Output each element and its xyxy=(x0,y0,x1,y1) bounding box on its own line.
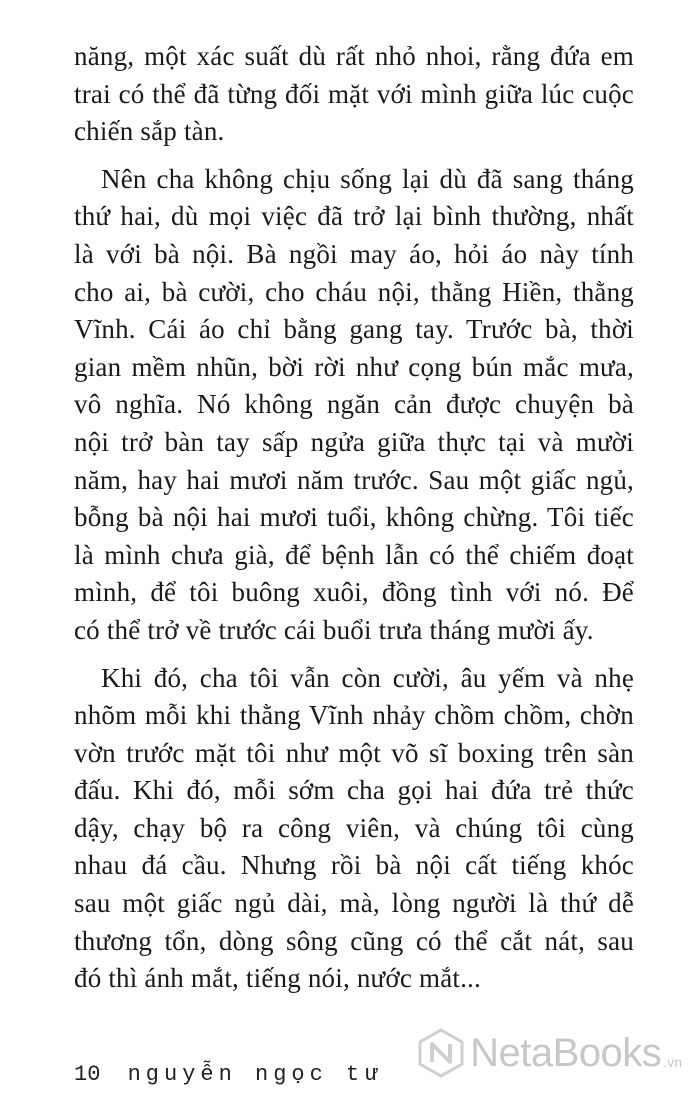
text-line: gian mềm nhũn, bời rời như cọng bún mắc mưa, xyxy=(74,351,634,382)
author-name: nguyễn ngọc tư xyxy=(127,1062,383,1087)
paragraph-2 xyxy=(74,161,634,650)
text-line: Nên cha không chịu sống lại dù đã sang tháng xyxy=(101,163,634,194)
watermark-brand: NetaBooks xyxy=(470,1030,662,1075)
text-line: nội trở bàn tay sấp ngửa giữa thực tại và mười xyxy=(74,426,634,457)
text-line: nhõm mỗi khi thằng Vĩnh nhảy chồm chồm, chờn xyxy=(74,700,634,731)
text-line: nhau đá cầu. Nhưng rồi bà nội cất tiếng khóc xyxy=(74,850,634,881)
page-number: 10 xyxy=(74,1062,101,1087)
page-footer xyxy=(74,1062,382,1087)
text-line: sau một giấc ngủ dài, mà, lòng người là thứ dễ xyxy=(74,888,634,919)
watermark-suffix: .vn xyxy=(663,1054,682,1070)
text-line: là mình chưa già, để bệnh lẫn có thể chiếm đoạt xyxy=(74,539,634,570)
text-line: có thể trở về trước cái buổi trưa tháng mười ấy. xyxy=(74,614,594,645)
paragraph-3 xyxy=(74,660,634,998)
text-line: thương tổn, dòng sông cũng có thể cắt nát, sau xyxy=(74,925,634,956)
text-line: dậy, chạy bộ ra công viên, và chúng tôi cùng xyxy=(74,812,634,843)
text-line: cho ai, bà cười, cho cháu nội, thằng Hiền, thằng xyxy=(74,276,634,307)
text-line: năm, hay hai mươi năm trước. Sau một giấc ngủ, xyxy=(74,464,634,495)
text-line: Vĩnh. Cái áo chỉ bằng gang tay. Trước bà, thời xyxy=(74,314,634,345)
text-line: là với bà nội. Bà ngồi may áo, hỏi áo này tính xyxy=(74,238,634,269)
text-line: đấu. Khi đó, mỗi sớm cha gọi hai đứa trẻ thức xyxy=(74,775,634,806)
text-line: mình, để tôi buông xuôi, đồng tình với nó. Để xyxy=(74,577,634,608)
text-line: năng, một xác suất dù rất nhỏ nhoi, rằng đứa em xyxy=(74,41,634,71)
netabooks-logo-icon xyxy=(416,1028,466,1078)
text-line: bỗng bà nội hai mươi tuổi, không chừng. Tôi tiếc xyxy=(74,502,634,533)
text-line: trai có thể đã từng đối mặt với mình giữa lúc cuộc xyxy=(74,78,634,109)
text-line: chiến sắp tàn. xyxy=(74,116,225,147)
text-line: Khi đó, cha tôi vẫn còn cười, âu yếm và nhẹ xyxy=(101,662,634,693)
text-line: vờn trước mặt tôi như một võ sĩ boxing trên sàn xyxy=(74,737,634,768)
text-line: thứ hai, dù mọi việc đã trở lại bình thường, nhất xyxy=(74,201,634,232)
text-line: vô nghĩa. Nó không ngăn cản được chuyện bà xyxy=(74,389,634,420)
text-line: đó thì ánh mắt, tiếng nói, nước mắt... xyxy=(74,963,481,994)
body-text xyxy=(74,38,634,998)
watermark xyxy=(416,1028,682,1078)
paragraph-1 xyxy=(74,38,634,151)
